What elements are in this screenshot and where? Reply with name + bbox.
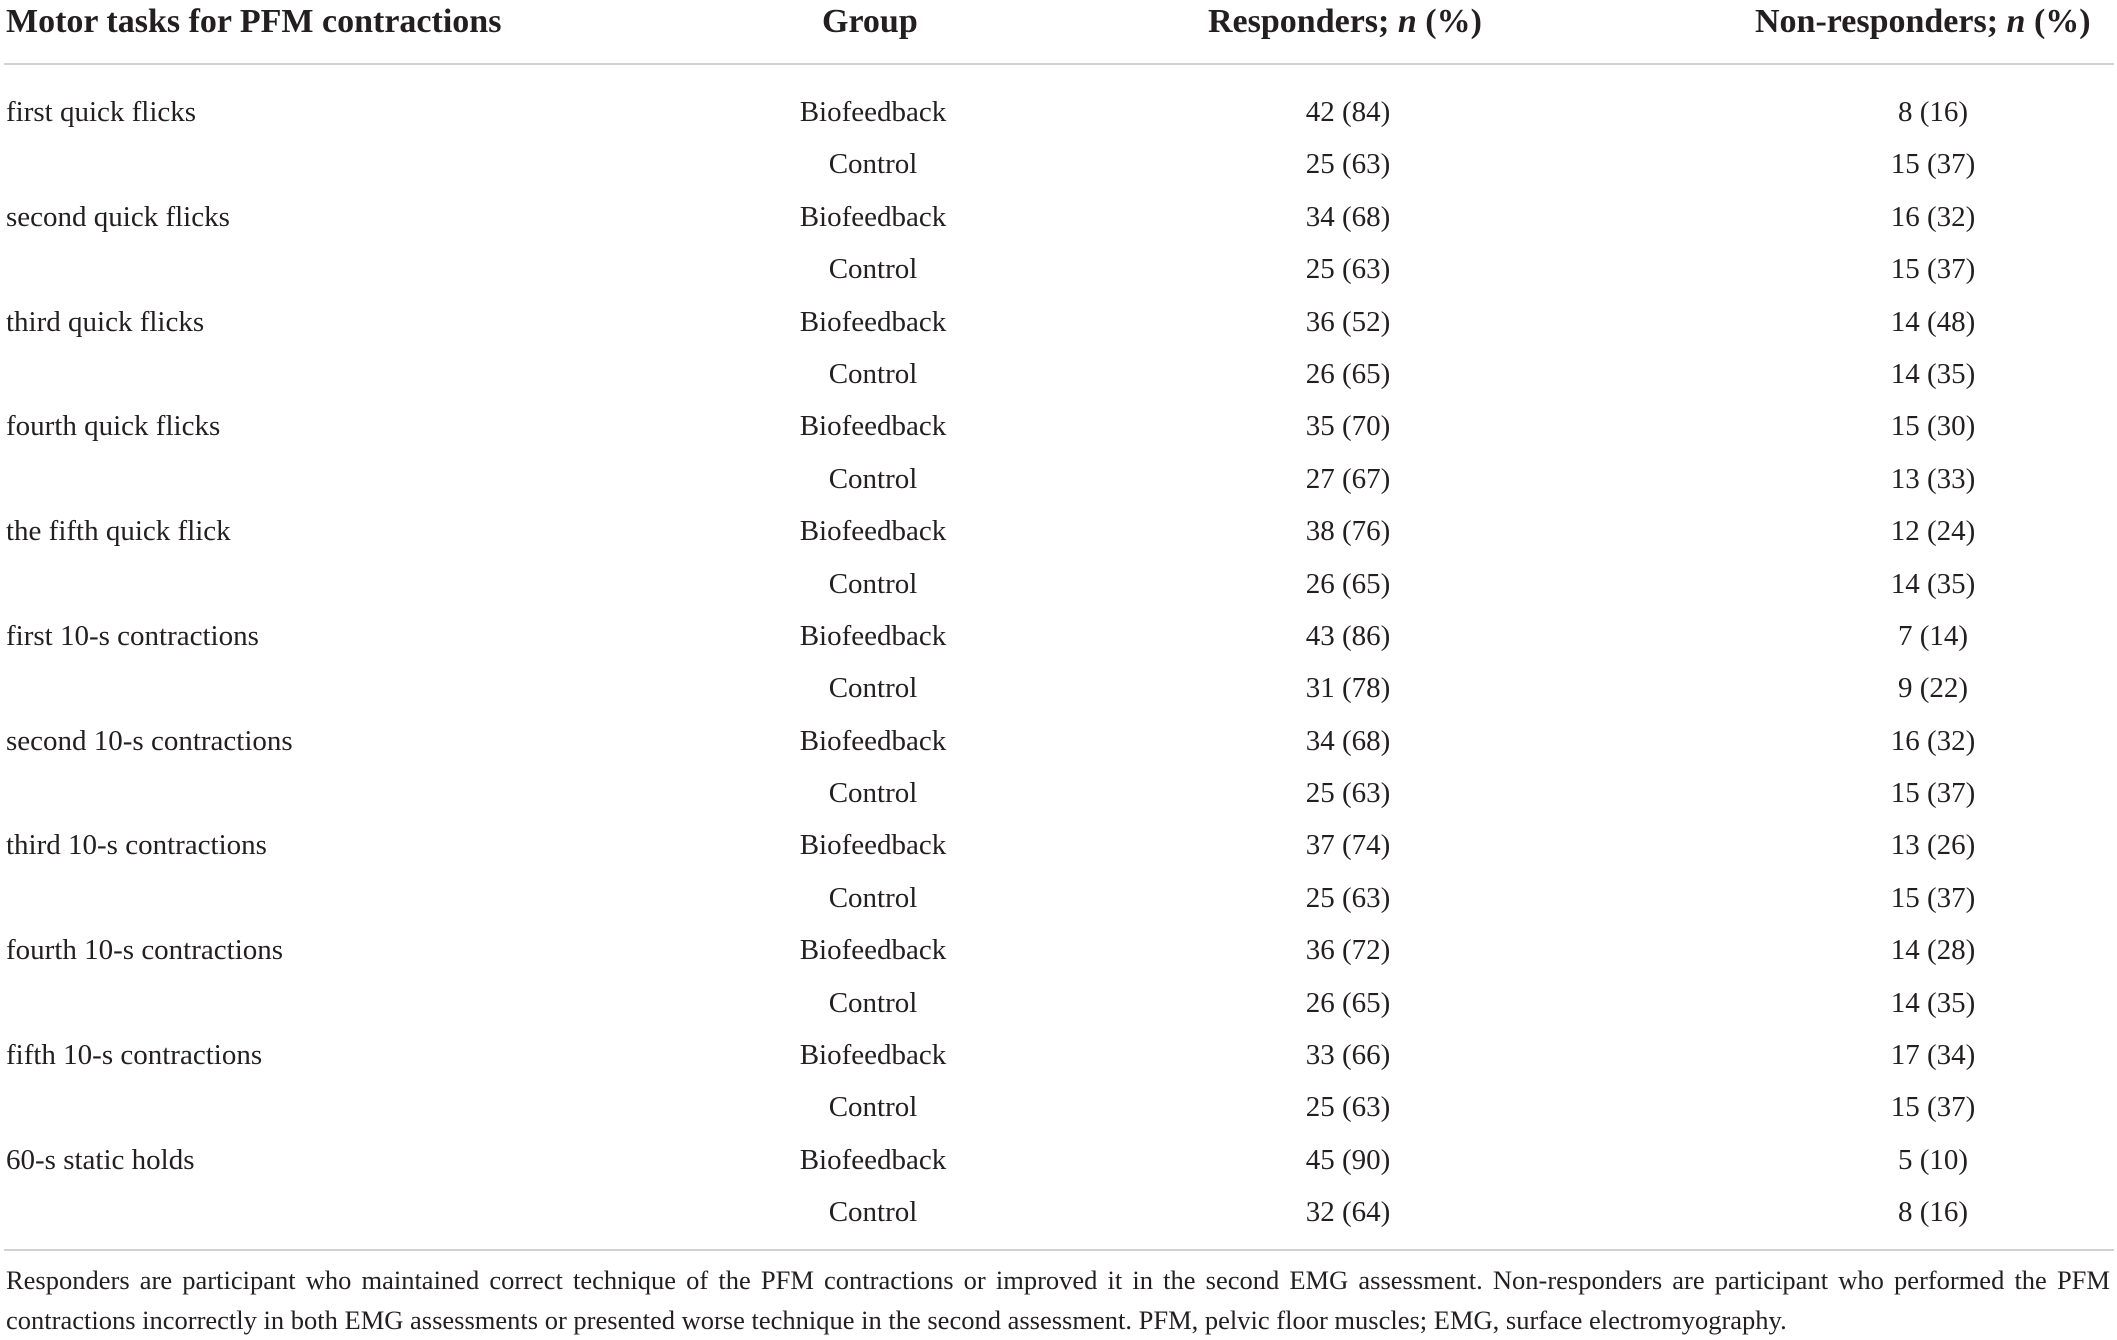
non-responders-cell: 8 (16) xyxy=(1897,1196,1969,1229)
group-cell: Control xyxy=(828,253,918,286)
group-cell: Control xyxy=(828,777,918,810)
responders-cell: 25 (63) xyxy=(1305,777,1391,810)
non-responders-cell: 16 (32) xyxy=(1890,724,1976,757)
group-cell: Biofeedback xyxy=(799,1143,947,1176)
responders-cell: 27 (67) xyxy=(1305,462,1391,495)
non-responders-cell: 15 (37) xyxy=(1890,1091,1976,1124)
table-row xyxy=(0,872,2117,924)
task-cell: fourth 10-s contractions xyxy=(6,934,284,967)
task-cell: second 10-s contractions xyxy=(6,724,293,757)
group-cell: Control xyxy=(828,567,918,600)
group-cell: Biofeedback xyxy=(799,934,947,967)
table-row xyxy=(0,296,2117,348)
header-divider xyxy=(4,63,2114,65)
non-responders-cell: 12 (24) xyxy=(1890,515,1976,548)
group-cell: Control xyxy=(828,986,918,1019)
responders-cell: 31 (78) xyxy=(1305,672,1391,705)
table-row xyxy=(0,86,2117,138)
responders-cell: 42 (84) xyxy=(1305,96,1391,128)
task-cell: the fifth quick flick xyxy=(6,515,231,548)
task-cell: 60-s static holds xyxy=(6,1143,195,1176)
responders-cell: 35 (70) xyxy=(1305,410,1391,443)
table-row xyxy=(0,191,2117,243)
task-cell: fourth quick flicks xyxy=(6,410,221,443)
non-responders-cell: 14 (35) xyxy=(1890,357,1976,390)
non-responders-cell: 14 (28) xyxy=(1890,934,1976,967)
non-responders-cell: 15 (37) xyxy=(1890,253,1976,286)
task-cell: third 10-s contractions xyxy=(6,829,267,862)
task-cell: fifth 10-s contractions xyxy=(6,1039,263,1072)
group-cell: Control xyxy=(828,1091,918,1124)
non-responders-cell: 15 (37) xyxy=(1890,881,1976,914)
table-row xyxy=(0,558,2117,610)
responders-cell: 26 (65) xyxy=(1305,357,1391,390)
group-cell: Biofeedback xyxy=(799,515,947,548)
table-row xyxy=(0,1134,2117,1186)
non-responders-cell: 15 (37) xyxy=(1890,777,1976,810)
group-cell: Biofeedback xyxy=(799,619,947,652)
responders-cell: 38 (76) xyxy=(1305,515,1391,548)
task-cell: second quick flicks xyxy=(6,200,230,233)
responders-cell: 36 (72) xyxy=(1305,934,1391,967)
group-cell: Biofeedback xyxy=(799,96,947,128)
footer-divider xyxy=(4,1249,2114,1251)
table-row xyxy=(0,243,2117,295)
header-motor-tasks: Motor tasks for PFM contractions xyxy=(6,3,502,40)
responders-cell: 36 (52) xyxy=(1305,305,1391,338)
group-cell: Control xyxy=(828,357,918,390)
responders-cell: 25 (63) xyxy=(1305,253,1391,286)
header-responders: Responders; n (%) xyxy=(1208,3,1482,40)
header-group: Group xyxy=(822,3,918,40)
non-responders-cell: 5 (10) xyxy=(1897,1143,1969,1176)
non-responders-cell: 15 (37) xyxy=(1890,148,1976,181)
task-cell: first 10-s contractions xyxy=(6,619,259,652)
header-non-responders: Non-responders; n (%) xyxy=(1755,3,2091,40)
group-cell: Biofeedback xyxy=(799,724,947,757)
non-responders-cell: 16 (32) xyxy=(1890,200,1976,233)
table-row xyxy=(0,1081,2117,1133)
non-responders-cell: 14 (35) xyxy=(1890,986,1976,1019)
non-responders-cell: 7 (14) xyxy=(1897,619,1969,652)
group-cell: Biofeedback xyxy=(799,1039,947,1072)
non-responders-cell: 15 (30) xyxy=(1890,410,1976,443)
table-row xyxy=(0,767,2117,819)
group-cell: Control xyxy=(828,148,918,181)
group-cell: Control xyxy=(828,672,918,705)
non-responders-cell: 17 (34) xyxy=(1890,1039,1976,1072)
non-responders-cell: 13 (33) xyxy=(1890,462,1976,495)
table-row xyxy=(0,819,2117,871)
table-row xyxy=(0,662,2117,714)
table-row xyxy=(0,1186,2117,1238)
group-cell: Biofeedback xyxy=(799,829,947,862)
task-cell: first quick flicks xyxy=(6,96,197,128)
table-body xyxy=(0,86,2117,1239)
group-cell: Biofeedback xyxy=(799,410,947,443)
responders-cell: 26 (65) xyxy=(1305,986,1391,1019)
group-cell: Biofeedback xyxy=(799,200,947,233)
task-cell: third quick flicks xyxy=(6,305,205,338)
table-row xyxy=(0,400,2117,452)
responders-cell: 34 (68) xyxy=(1305,724,1391,757)
responders-cell: 25 (63) xyxy=(1305,881,1391,914)
responders-cell: 34 (68) xyxy=(1305,200,1391,233)
table-row xyxy=(0,348,2117,400)
group-cell: Control xyxy=(828,881,918,914)
non-responders-cell: 8 (16) xyxy=(1897,96,1969,128)
table-row xyxy=(0,977,2117,1029)
responders-cell: 37 (74) xyxy=(1305,829,1391,862)
table-row xyxy=(0,138,2117,190)
responders-cell: 33 (66) xyxy=(1305,1039,1391,1072)
responders-cell: 45 (90) xyxy=(1305,1143,1391,1176)
non-responders-cell: 14 (48) xyxy=(1890,305,1976,338)
non-responders-cell: 13 (26) xyxy=(1890,829,1976,862)
table-footnote: Responders are participant who maintained correct technique of the PFM contractions or improved it in the second EMG assessment. Non-responders are participant who performed the PFM contractions incorrectly in both EMG assessments or presented worse technique in the second assessment. PFM, pelvic floor muscles; EMG, surface electromyography. xyxy=(6,1265,2110,1335)
table-row xyxy=(0,610,2117,662)
group-cell: Control xyxy=(828,462,918,495)
table-row xyxy=(0,505,2117,557)
non-responders-cell: 14 (35) xyxy=(1890,567,1976,600)
responders-cell: 25 (63) xyxy=(1305,1091,1391,1124)
table-row xyxy=(0,1029,2117,1081)
responders-cell: 25 (63) xyxy=(1305,148,1391,181)
responders-cell: 43 (86) xyxy=(1305,619,1391,652)
table-row xyxy=(0,924,2117,976)
group-cell: Control xyxy=(828,1196,918,1229)
group-cell: Biofeedback xyxy=(799,305,947,338)
non-responders-cell: 9 (22) xyxy=(1897,672,1969,705)
responders-cell: 32 (64) xyxy=(1305,1196,1391,1229)
table-row xyxy=(0,453,2117,505)
table-row xyxy=(0,715,2117,767)
responders-cell: 26 (65) xyxy=(1305,567,1391,600)
